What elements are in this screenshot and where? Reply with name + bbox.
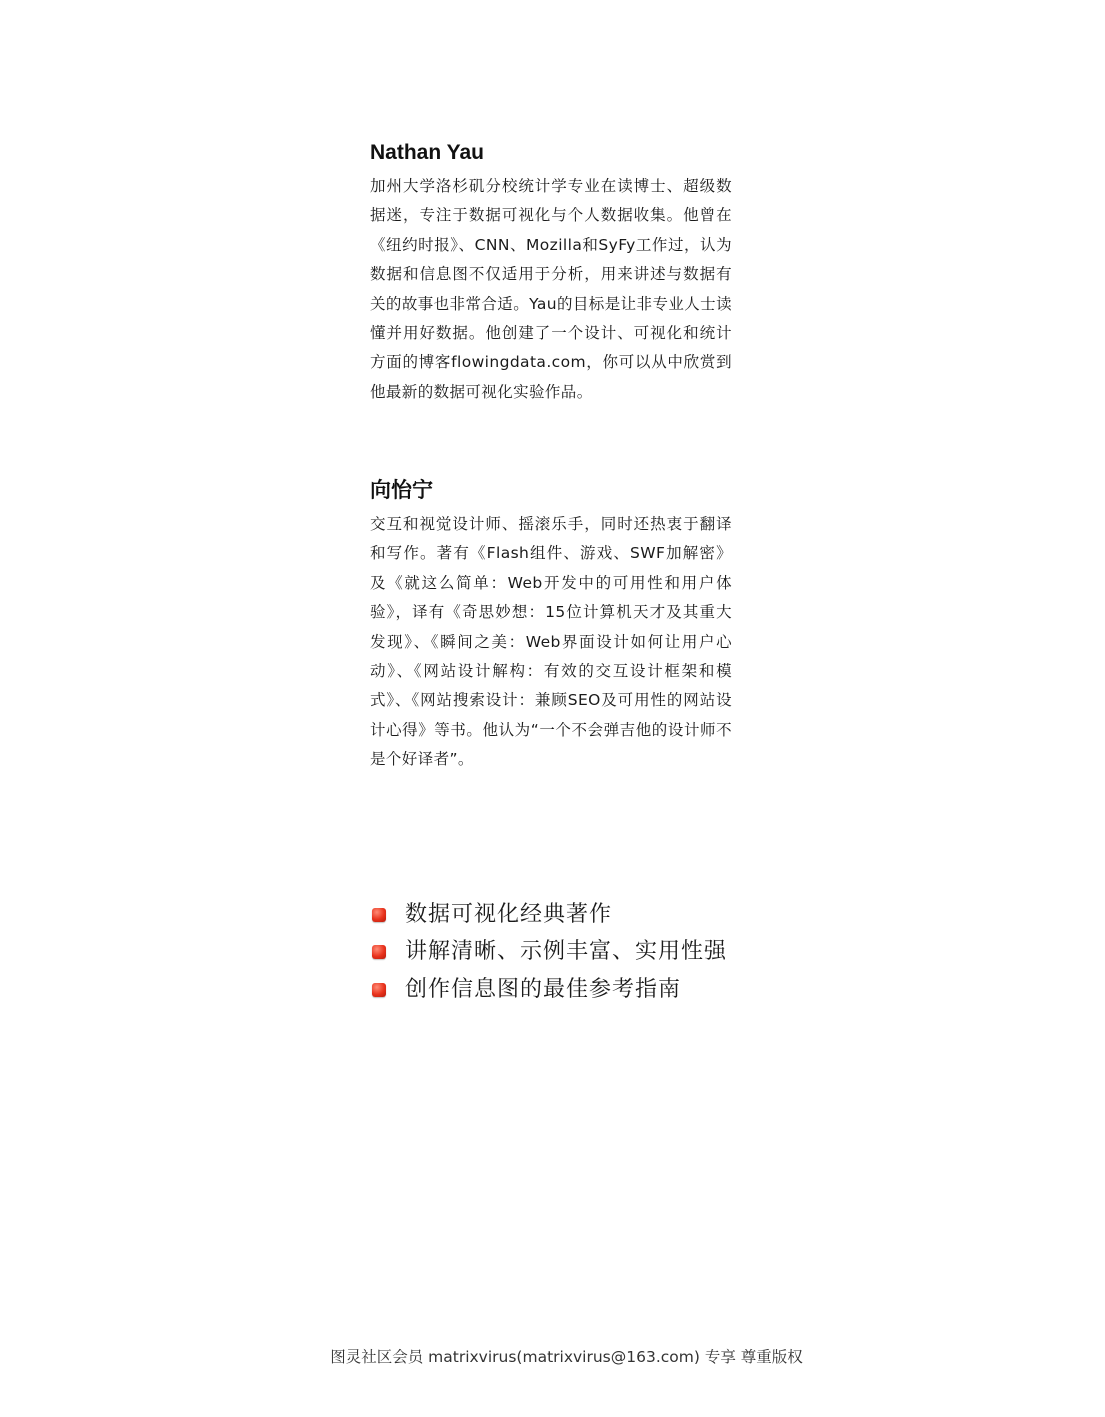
feature-item: [372, 896, 792, 934]
red-square-bullet-icon: [372, 945, 386, 959]
feature-label: 创作信息图的最佳参考指南: [405, 976, 682, 1002]
translator-bio-xiang-yining: [370, 478, 732, 775]
feature-item: [372, 971, 792, 1009]
feature-label: 讲解清晰、示例丰富、实用性强: [405, 939, 728, 965]
copyright-footer: 图灵社区会员 matrixvirus(matrixvirus@163.com) 专享 尊重版权: [330, 1348, 803, 1366]
translator-description: 交互和视觉设计师、摇滚乐手，同时还热衷于翻译和写作。著有《Flash组件、游戏、SWF加解密》及《就这么简单：Web开发中的可用性和用户体验》，译有《奇思妙想：15位计算机天才及其重大发现》、《瞬间之美：Web界面设计如何让用户心动》、《网站设计解构：有效的交互设计框架和模式》、《网站搜索设计：兼顾SEO及可用性的网站设计心得》等书。他认为“一个不会弹吉他的设计师不是个好译者”。: [370, 515, 732, 769]
author-bio-nathan-yau: [370, 140, 732, 407]
feature-label: 数据可视化经典著作: [405, 901, 613, 927]
author-description: 加州大学洛杉矶分校统计学专业在读博士、超级数据迷，专注于数据可视化与个人数据收集。他曾在《纽约时报》、CNN、Mozilla和SyFy工作过，认为数据和信息图不仅适用于分析，用来讲述与数据有关的故事也非常合适。Yau的目标是让非专业人士读懂并用好数据。他创建了一个设计、可视化和统计方面的博客flowingdata.com，你可以从中欣赏到他最新的数据可视化实验作品。: [370, 177, 732, 401]
feature-list: [372, 896, 792, 1009]
red-square-bullet-icon: [372, 908, 386, 922]
author-name: Nathan Yau: [370, 141, 484, 164]
feature-item: [372, 934, 792, 972]
red-square-bullet-icon: [372, 983, 386, 997]
translator-name: 向怡宁: [370, 479, 433, 502]
